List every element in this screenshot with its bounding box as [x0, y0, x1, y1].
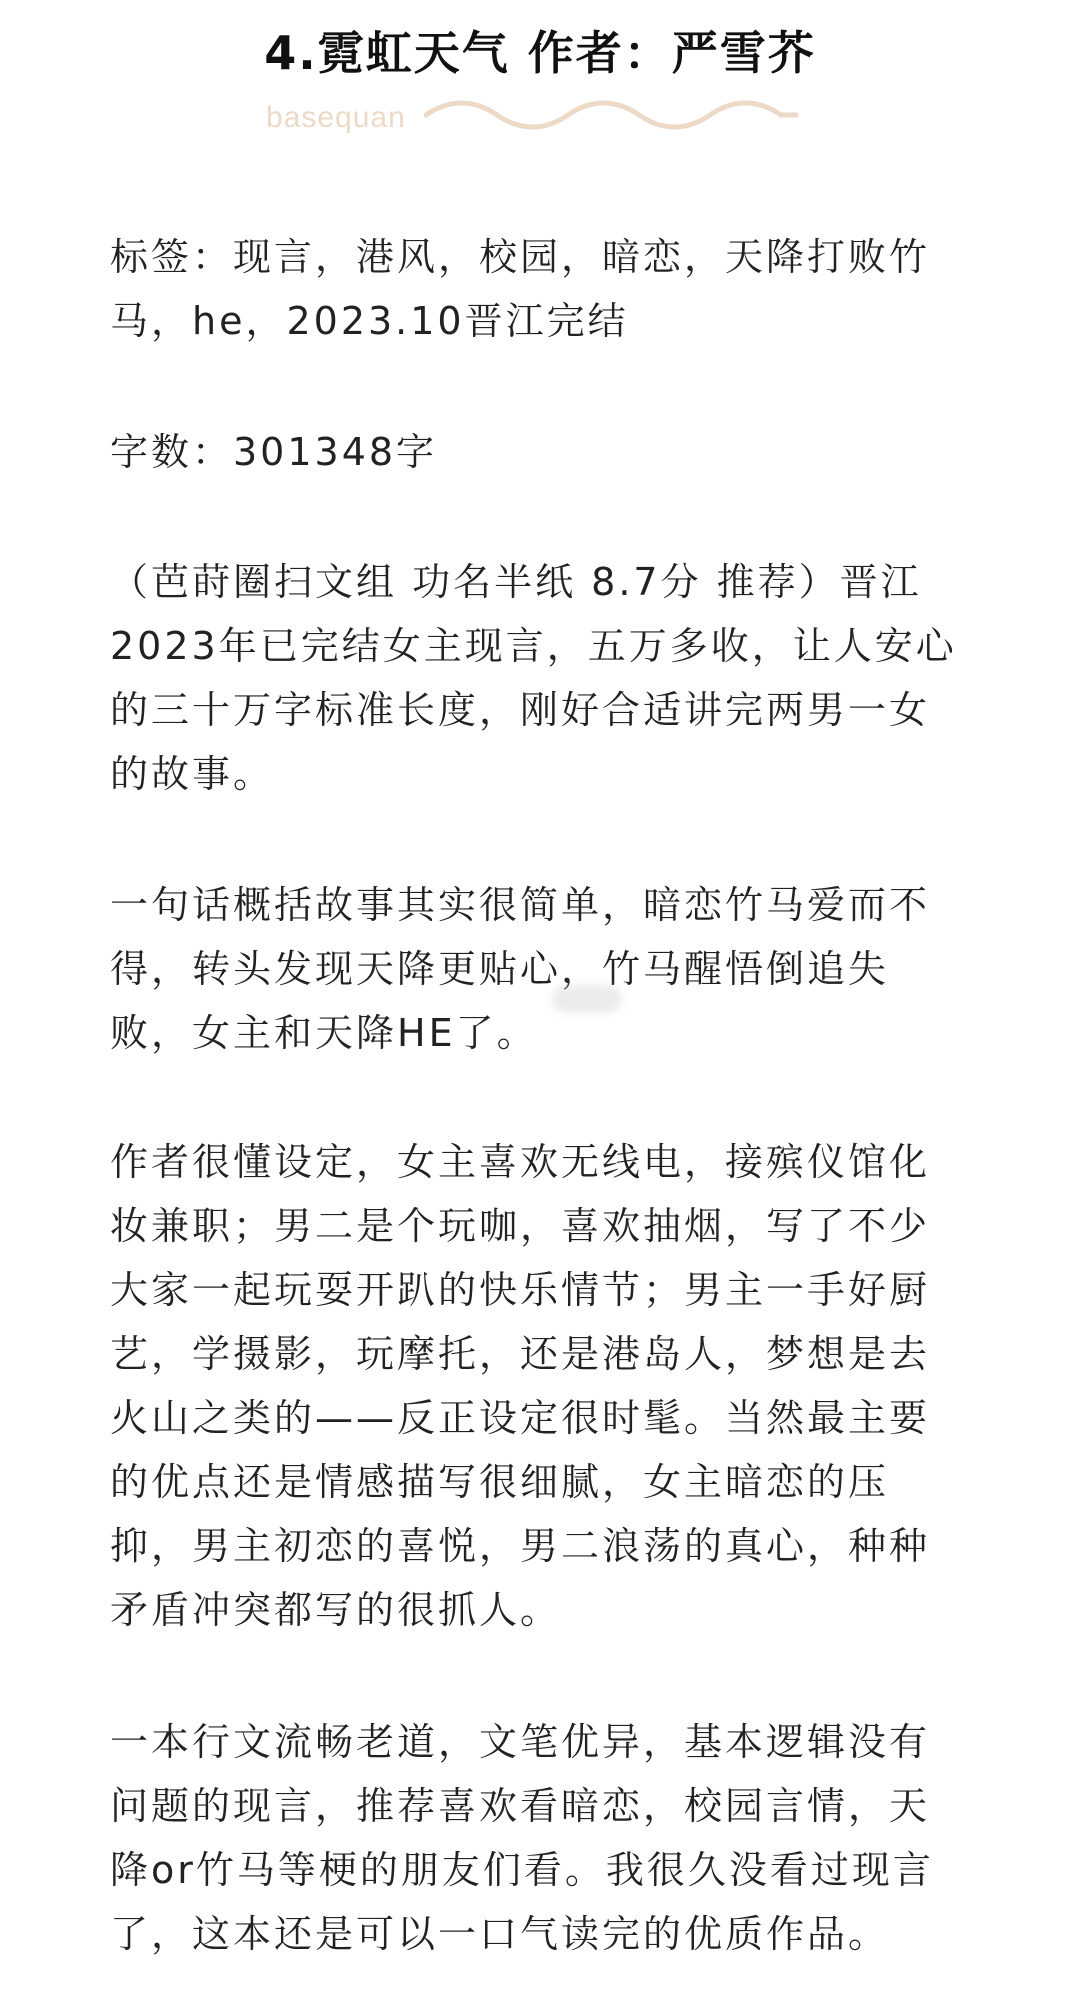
blur-artifact — [552, 985, 622, 1013]
conclusion-paragraph: 一本行文流畅老道，文笔优异，基本逻辑没有 问题的现言，推荐喜欢看暗恋，校园言情，天 降or竹马等梗的朋友们看。我很久没看过现言 了，这本还是可以一口气读完的优质作品。 — [110, 1720, 934, 1956]
word-count-paragraph: 字数：301348字 — [110, 430, 438, 474]
plot-paragraph: 一句话概括故事其实很简单，暗恋竹马爱而不 得，转头发现天降更贴心，竹马醒悟倒追失 败，女主和天降HE了。 — [110, 883, 931, 1055]
tags-paragraph: 标签：现言，港风，校园，暗恋，天降打败竹 马，he，2023.10晋江完结 — [110, 235, 931, 343]
page-title: 4.霓虹天气 作者：严雪芥 — [264, 26, 816, 80]
intro-paragraph: （芭莳圈扫文组 功名半纸 8.7分 推荐）晋江 2023年已完结女主现言，五万多收，让人安心 的三十万字标准长度，刚好合适讲完两男一女 的故事。 — [110, 560, 957, 796]
setting-paragraph: 作者很懂设定，女主喜欢无线电，接殡仪馆化 妆兼职；男二是个玩咖，喜欢抽烟，写了不少 大家一起玩耍开趴的快乐情节；男主一手好厨 艺，学摄影，玩摩托，还是港岛人，梦想是去 火山之类的——反正设定很时髦。当然最主要 的优点还是情感描写很细腻，女主暗恋的压 抑，男主初恋的喜悦，男二浪荡的真心，种种 矛盾冲突都写的很抓人。 — [110, 1140, 931, 1632]
title-decoration — [266, 95, 806, 145]
watermark-text: basequan — [266, 101, 406, 134]
wave-divider-icon — [424, 95, 804, 135]
